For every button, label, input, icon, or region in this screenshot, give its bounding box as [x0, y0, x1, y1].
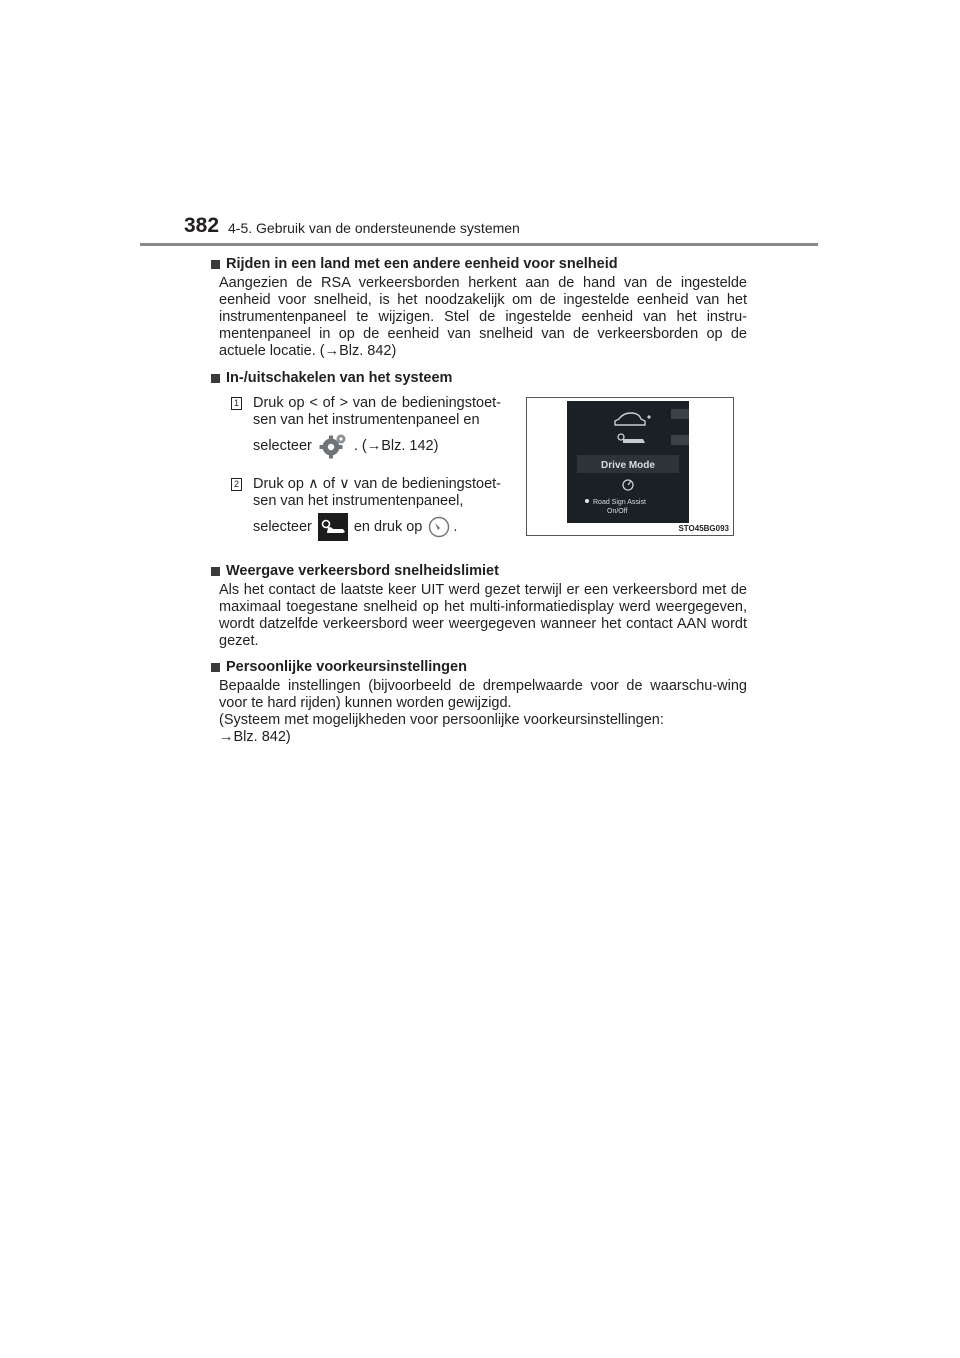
step-text-page-ref: . (→Blz. 142) [353, 437, 439, 454]
bullet-square-icon [211, 374, 220, 383]
multi-information-display [567, 401, 689, 523]
bullet-square-icon [211, 260, 220, 269]
menu-option-line1: Road Sign Assist [593, 499, 646, 506]
step-text-and-press: en druk op [353, 518, 423, 535]
bullet-square-icon [211, 663, 220, 672]
step-text: Druk op ∧ of ∨ van de bedieningstoet-sen van het instrumentenpaneel, [253, 476, 501, 509]
section-title: Persoonlijke voorkeursinstellingen [226, 659, 467, 675]
section-speed-unit [211, 255, 747, 360]
ok-button-icon [428, 516, 450, 538]
section-title: Rijden in een land met een andere eenheid voor snelheid [226, 256, 618, 272]
section-speed-limit-display [211, 562, 747, 650]
step-number: 1 [231, 397, 242, 410]
section-body: Als het contact de laatste keer UIT werd gezet terwijl er een verkeersbord met de maximaal toegestane snelheid op het multi-informatiedisplay werd weergegeven, wordt datzelfde verkeersbord weer weergegeven wanneer het contact AAN wordt gezet. [219, 582, 747, 649]
bullet-square-icon [211, 567, 220, 576]
step-text: Druk op < of > van de bedieningstoet-sen van het instrumentenpaneel en [253, 395, 501, 428]
section-body-line: →Blz. 842) [219, 729, 291, 745]
section-enable-disable [211, 369, 747, 387]
section-body-line: (Systeem met mogelijkheden voor persoonlijke voorkeursinstellingen: [219, 712, 664, 728]
road-sign-assist-icon [318, 513, 348, 541]
step-2 [231, 476, 501, 542]
figure-code: STO45BG093 [678, 524, 729, 533]
section-title: In-/uitschakelen van het systeem [226, 370, 453, 386]
section-body: Aangezien de RSA verkeersborden herkent aan de hand van de ingestelde eenheid voor snelheid, is het noodzakelijk om de ingestelde eenheid van het instrumentenpaneel te wijzigen. Stel de ingestelde eenheid van het instru-mentenpaneel in op de eenheid van snelheid van de verkeersborden op de actuele locatie. (→Blz. 842) [219, 275, 747, 359]
step-1 [231, 395, 501, 461]
section-personal-settings [211, 658, 747, 746]
step-text-selecteer: selecteer [253, 437, 312, 454]
menu-option-line2: On/Off [607, 508, 628, 515]
step-text-selecteer: selecteer [253, 518, 312, 535]
section-title: Weergave verkeersbord snelheidslimiet [226, 563, 499, 579]
chapter-title: 4-5. Gebruik van de ondersteunende systemen [228, 220, 520, 236]
step-text-period: . [453, 518, 458, 535]
settings-gear-icon [318, 432, 348, 460]
step-number: 2 [231, 478, 242, 491]
page-number: 382 [184, 214, 220, 237]
section-body-line: Bepaalde instellingen (bijvoorbeeld de drempelwaarde voor de waarschu-wing voor te hard rijden) kunnen worden gewijzigd. [219, 678, 747, 711]
menu-title: Drive Mode [601, 460, 655, 471]
header-divider [140, 243, 818, 246]
dashboard-figure [526, 397, 734, 536]
selection-dot-icon [585, 499, 589, 503]
